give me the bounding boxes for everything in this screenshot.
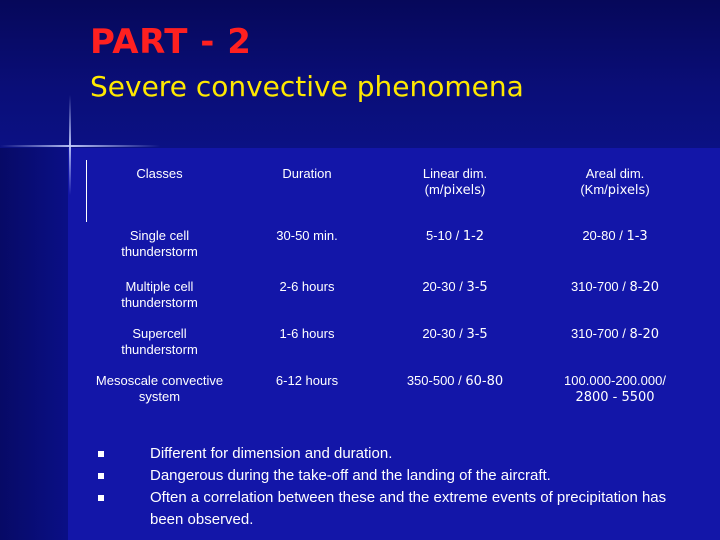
square-bullet-icon — [98, 473, 104, 479]
areal-dim-cell: 310-700 / 8-20 — [570, 326, 660, 342]
phenomena-table — [86, 160, 701, 420]
header-areal-dim: Areal dim. (Km/pixels) — [580, 166, 650, 198]
list-item: Different for dimension and duration. — [98, 443, 698, 465]
linear-dim-cell: 20-30 / 3-5 — [422, 279, 488, 295]
class-cell: Supercell thunderstorm — [121, 326, 198, 357]
bullet-list — [98, 443, 698, 531]
class-cell: Mesoscale convective system — [95, 373, 224, 404]
areal-dim-cell: 310-700 / 8-20 — [570, 279, 660, 295]
header-classes: Classes — [136, 166, 183, 181]
header-linear-dim: Linear dim. (m/pixels) — [422, 166, 488, 198]
table-row — [86, 367, 701, 422]
areal-dim-cell: 20-80 / 1-3 — [582, 228, 648, 244]
class-cell: Single cell thunderstorm — [121, 228, 198, 259]
linear-dim-cell: 5-10 / 1-2 — [425, 228, 485, 244]
sparkle-horizontal-decoration — [0, 145, 160, 147]
table-row — [86, 320, 701, 367]
table-row — [86, 273, 701, 320]
areal-dim-cell: 100.000-200.000/ 2800 - 5500 — [564, 373, 666, 405]
linear-dim-cell: 20-30 / 3-5 — [422, 326, 488, 342]
linear-dim-cell: 350-500 / 60-80 — [406, 373, 504, 389]
list-item: Dangerous during the take-off and the landing of the aircraft. — [98, 465, 698, 487]
class-cell: Multiple cell thunderstorm — [121, 279, 198, 310]
table-header-row — [86, 160, 701, 222]
duration-cell: 30-50 min. — [276, 228, 338, 243]
square-bullet-icon — [98, 451, 104, 457]
duration-cell: 2-6 hours — [279, 279, 335, 294]
header-duration: Duration — [282, 166, 332, 181]
slide-subtitle: Severe convective phenomena — [90, 70, 524, 103]
sparkle-vertical-decoration — [69, 95, 71, 195]
square-bullet-icon — [98, 495, 104, 501]
slide-title: PART - 2 — [90, 22, 252, 62]
duration-cell: 1-6 hours — [279, 326, 335, 341]
table-row — [86, 222, 701, 273]
duration-cell: 6-12 hours — [275, 373, 339, 388]
left-band — [0, 148, 68, 540]
list-item: Often a correlation between these and the extreme events of precipitation has been observed. — [98, 487, 698, 531]
